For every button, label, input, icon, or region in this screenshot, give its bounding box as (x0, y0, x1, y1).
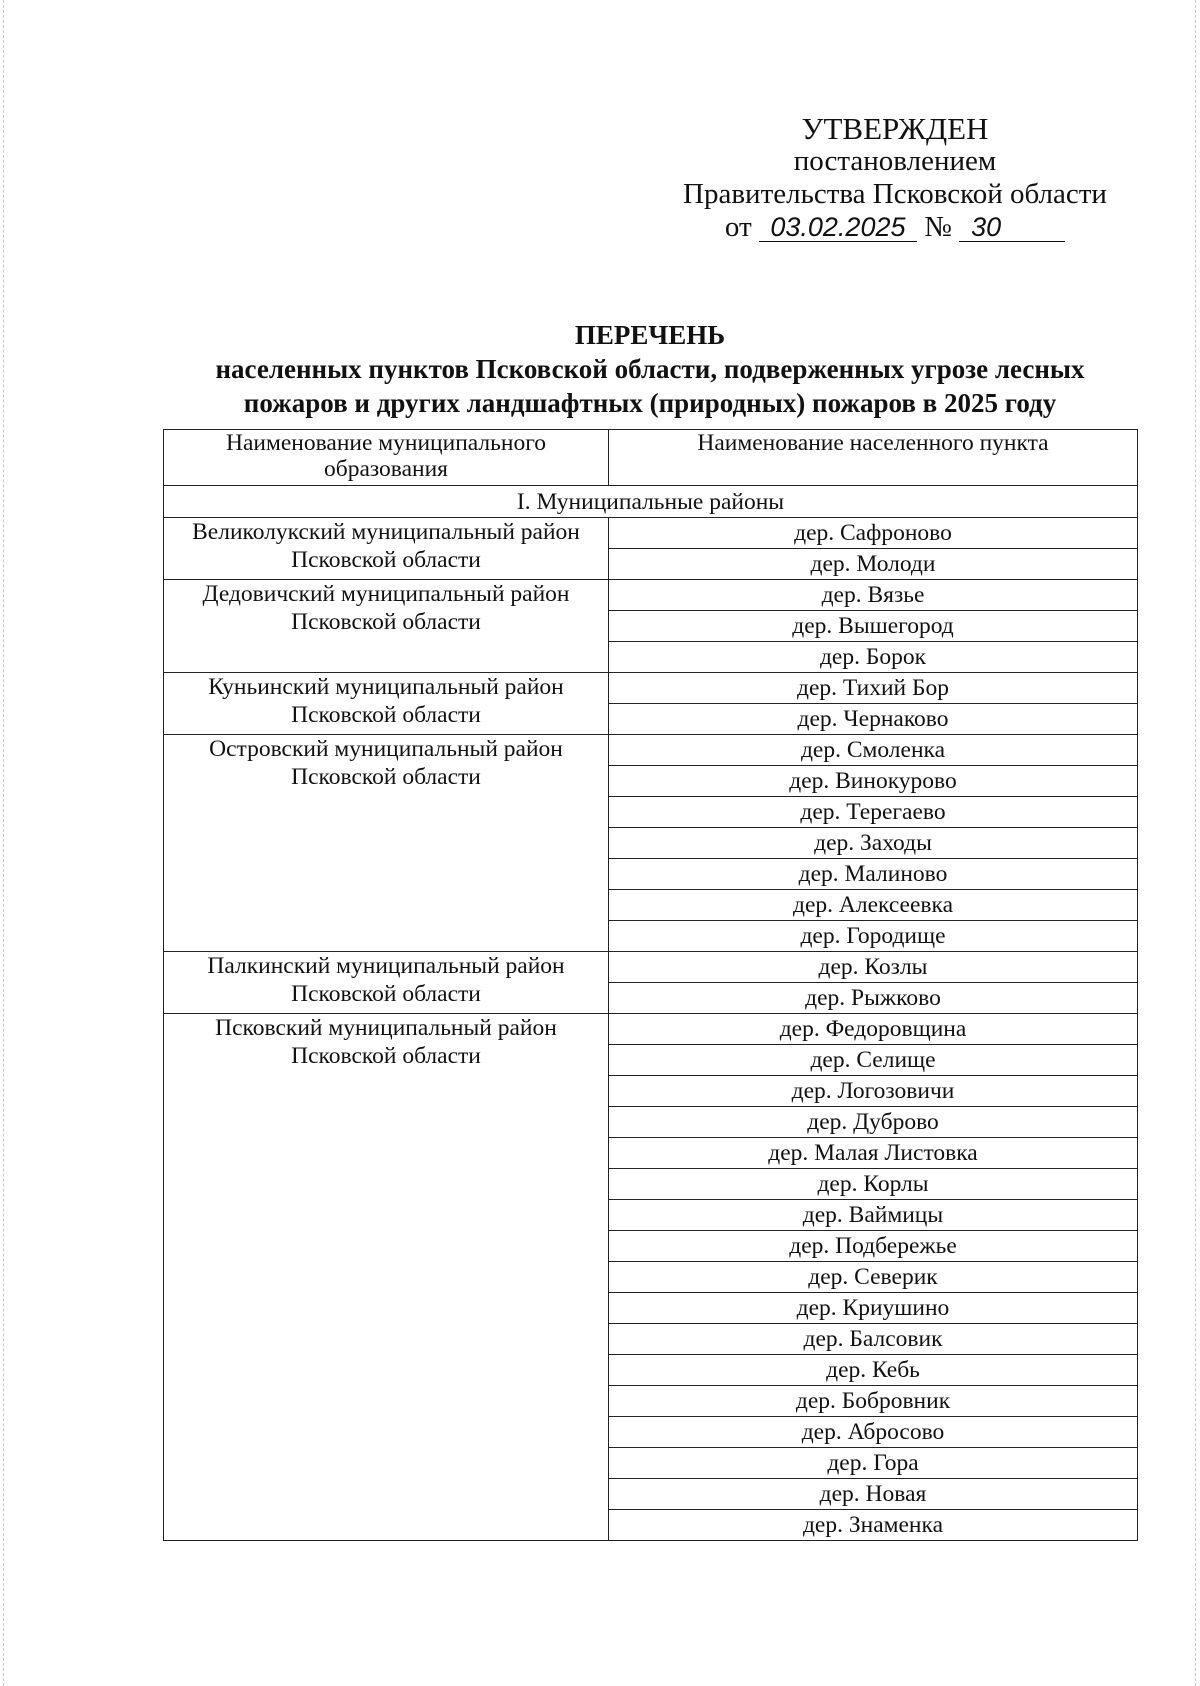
table-row (164, 518, 1138, 549)
table-row (164, 580, 1138, 611)
settlement-name: дер. Вязье (609, 580, 1138, 611)
document-heading (150, 318, 1150, 420)
settlement-name: дер. Северик (609, 1262, 1138, 1293)
settlement-name: дер. Дуброво (609, 1107, 1138, 1138)
handwritten-number: 30 (959, 213, 1065, 242)
settlement-name: дер. Терегаево (609, 797, 1138, 828)
settlement-name: дер. Гора (609, 1448, 1138, 1479)
from-label: от (724, 211, 752, 243)
settlement-name: дер. Винокурово (609, 766, 1138, 797)
settlement-name: дер. Кебь (609, 1355, 1138, 1386)
settlement-name: дер. Козлы (609, 952, 1138, 983)
table-row (164, 952, 1138, 983)
settlements-table (163, 429, 1138, 1541)
settlement-name: дер. Вышегород (609, 611, 1138, 642)
settlement-name: дер. Балсовик (609, 1324, 1138, 1355)
settlement-name: дер. Малая Листовка (609, 1138, 1138, 1169)
settlement-name: дер. Молоди (609, 549, 1138, 580)
settlement-name: дер. Городище (609, 921, 1138, 952)
approval-line-2: Правительства Псковской области (683, 178, 1107, 210)
settlement-name: дер. Логозовичи (609, 1076, 1138, 1107)
settlement-name: дер. Тихий Бор (609, 673, 1138, 704)
settlement-name: дер. Подбережье (609, 1231, 1138, 1262)
scan-edge-right (1195, 0, 1196, 1686)
heading-title: ПЕРЕЧЕНЬ (574, 320, 726, 350)
table-row (164, 1014, 1138, 1045)
district-name: Дедовичский муниципальный район Псковской области (164, 580, 609, 673)
scan-edge-left (3, 0, 4, 1686)
heading-line-1: населенных пунктов Псковской области, подверженных угрозе лесных (215, 354, 1085, 384)
settlement-name: дер. Корлы (609, 1169, 1138, 1200)
table-header-row (164, 430, 1138, 486)
district-name: Палкинский муниципальный район Псковской области (164, 952, 609, 1014)
section-title: I. Муниципальные районы (164, 486, 1138, 518)
approval-title: УТВЕРЖДЕН (801, 111, 989, 146)
section-row (164, 486, 1138, 518)
settlement-name: дер. Борок (609, 642, 1138, 673)
handwritten-date: 03.02.2025 (759, 213, 917, 242)
col-header-municipality: Наименование муниципального образования (164, 430, 609, 486)
settlement-name: дер. Чернаково (609, 704, 1138, 735)
table-row (164, 735, 1138, 766)
number-label: № (924, 211, 952, 243)
district-name: Великолукский муниципальный район Псковской области (164, 518, 609, 580)
settlement-name: дер. Сафроново (609, 518, 1138, 549)
settlement-name: дер. Новая (609, 1479, 1138, 1510)
settlement-name: дер. Бобровник (609, 1386, 1138, 1417)
settlement-name: дер. Федоровщина (609, 1014, 1138, 1045)
settlement-name: дер. Знаменка (609, 1510, 1138, 1541)
settlement-name: дер. Криушино (609, 1293, 1138, 1324)
approval-date-line (660, 211, 1130, 244)
settlement-name: дер. Заходы (609, 828, 1138, 859)
col-header-settlement: Наименование населенного пункта (609, 430, 1138, 486)
settlement-name: дер. Рыжково (609, 983, 1138, 1014)
table-row (164, 673, 1138, 704)
district-name: Куньинский муниципальный район Псковской области (164, 673, 609, 735)
district-name: Псковский муниципальный район Псковской области (164, 1014, 609, 1541)
settlement-name: дер. Смоленка (609, 735, 1138, 766)
settlement-name: дер. Абросово (609, 1417, 1138, 1448)
approval-block (660, 112, 1130, 244)
settlement-name: дер. Ваймицы (609, 1200, 1138, 1231)
settlement-name: дер. Селище (609, 1045, 1138, 1076)
settlement-name: дер. Алексеевка (609, 890, 1138, 921)
settlement-name: дер. Малиново (609, 859, 1138, 890)
district-name: Островский муниципальный район Псковской области (164, 735, 609, 952)
heading-line-2: пожаров и других ландшафтных (природных) пожаров в 2025 году (243, 388, 1057, 418)
approval-line-1: постановлением (793, 145, 997, 177)
